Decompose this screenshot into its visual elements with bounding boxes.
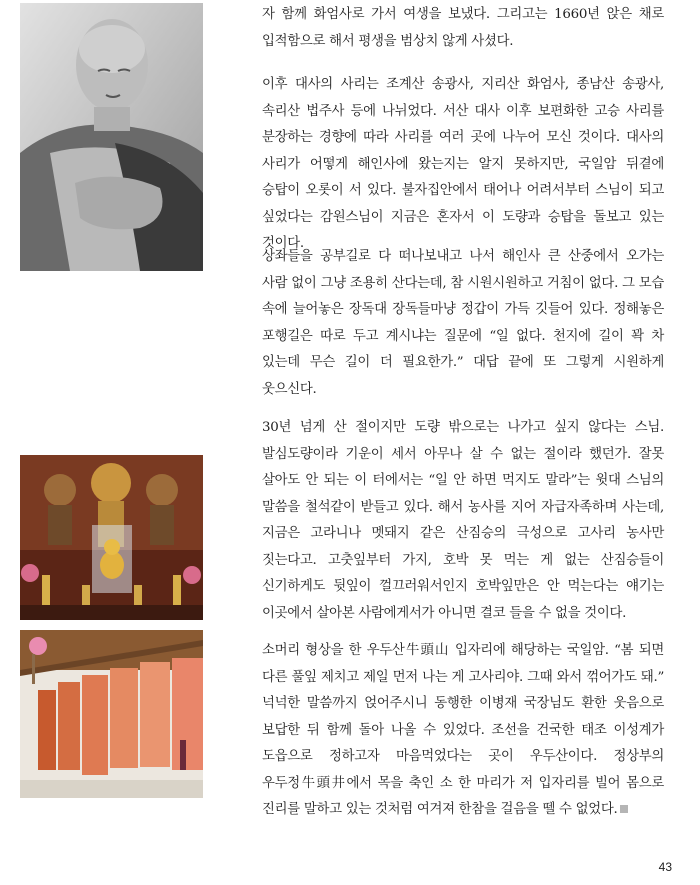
end-of-article-mark [620, 805, 628, 813]
photo-elderly-monk [20, 3, 203, 271]
page-number: 43 [658, 860, 672, 874]
body-paragraph-5-text: 소머리 형상을 한 우두산牛頭山 입자리에 해당하는 국일암. “봄 되면 다른 풀잎 제치고 제일 먼저 나는 게 고사리야. 그때 와서 꺾어가도 돼.” 넉넉한 말씀까지 얹어주시니 동행한 이병재 국장님도 환한 웃음으로 보답한 뒤 함께 돌아 나올 수 있었다. 조선을 건국한 태조 이성계가 도읍으로 정하고자 마음먹었다는 곳이 우두산이다. 정상부의 우두정牛頭井에서 목을 축인 소 한 마리가 저 입자리를 빌어 몸으로 진리를 말하고 있는 것처럼 여겨져 한참을 걸음을 뗄 수 없었다. [262, 643, 664, 817]
body-paragraph-3: 상좌들을 공부길로 다 떠나보내고 나서 해인사 큰 산중에서 오가는 사람 없이 그냥 조용히 산다는데, 참 시원시원하고 거침이 없다. 그 모습 속에 늘어놓은 장독대 장독들마냥 정갑이 가득 깃들어 있다. 정해놓은 포행길은 따로 두고 계시냐는 질문에 “일 없다. 천지에 길이 꽉 차 있는데 무슨 길이 더 필요한가.” 대답 끝에 또 그렇게 시원하게 웃으신다. [262, 249, 664, 397]
photo-hanging-robes [20, 630, 203, 798]
body-paragraph-4: 30년 넘게 산 절이지만 도량 밖으로는 나가고 싶지 않다는 스님. 발심도량이라 기운이 세서 아무나 살 수 없는 절이라 했던가. 잘못 살아도 안 되는 이 터에서는 “일 안 하면 먹지도 말라”는 윗대 스님의 말씀을 철석같이 받들고 있다. 해서 농사를 지어 자급자족하며 사는데, 지금은 고라니나 멧돼지 같은 산짐승의 극성으로 고사리 농사만 짓는다고. 고춧잎부터 가지, 호박 못 먹는 게 없는 산짐승들이 신기하게도 뒷잎이 껄끄러워서인지 호박잎만은 안 먹는다는 얘기는 이곳에서 살아본 사람에게서가 아니면 결코 들을 수 없을 것이다. [262, 420, 664, 621]
body-paragraph-1: 자 함께 화엄사로 가서 여생을 보냈다. 그리고는 1660년 앉은 채로 입적함으로 해서 평생을 범상치 않게 사셨다. [262, 7, 664, 49]
body-paragraph-5 [262, 638, 664, 824]
photo-buddhist-altar [20, 455, 203, 620]
body-paragraph-2: 이후 대사의 사리는 조계산 송광사, 지리산 화엄사, 종남산 송광사, 속리산 법주사 등에 나뉘었다. 서산 대사 이후 보편화한 고승 사리를 분장하는 경향에 따라 사리를 여러 곳에 나누어 모신 것이다. 대사의 사리가 어떻게 해인사에 왔는지는 알지 못하지만, 국일암 뒤곁에 승탑이 오롯이 서 있다. 불자집안에서 태어나 어려서부터 스님이 되고 싶었다는 감원스님이 지금은 혼자서 이 도량과 승탑을 돌보고 있는 것이다. [262, 77, 664, 251]
